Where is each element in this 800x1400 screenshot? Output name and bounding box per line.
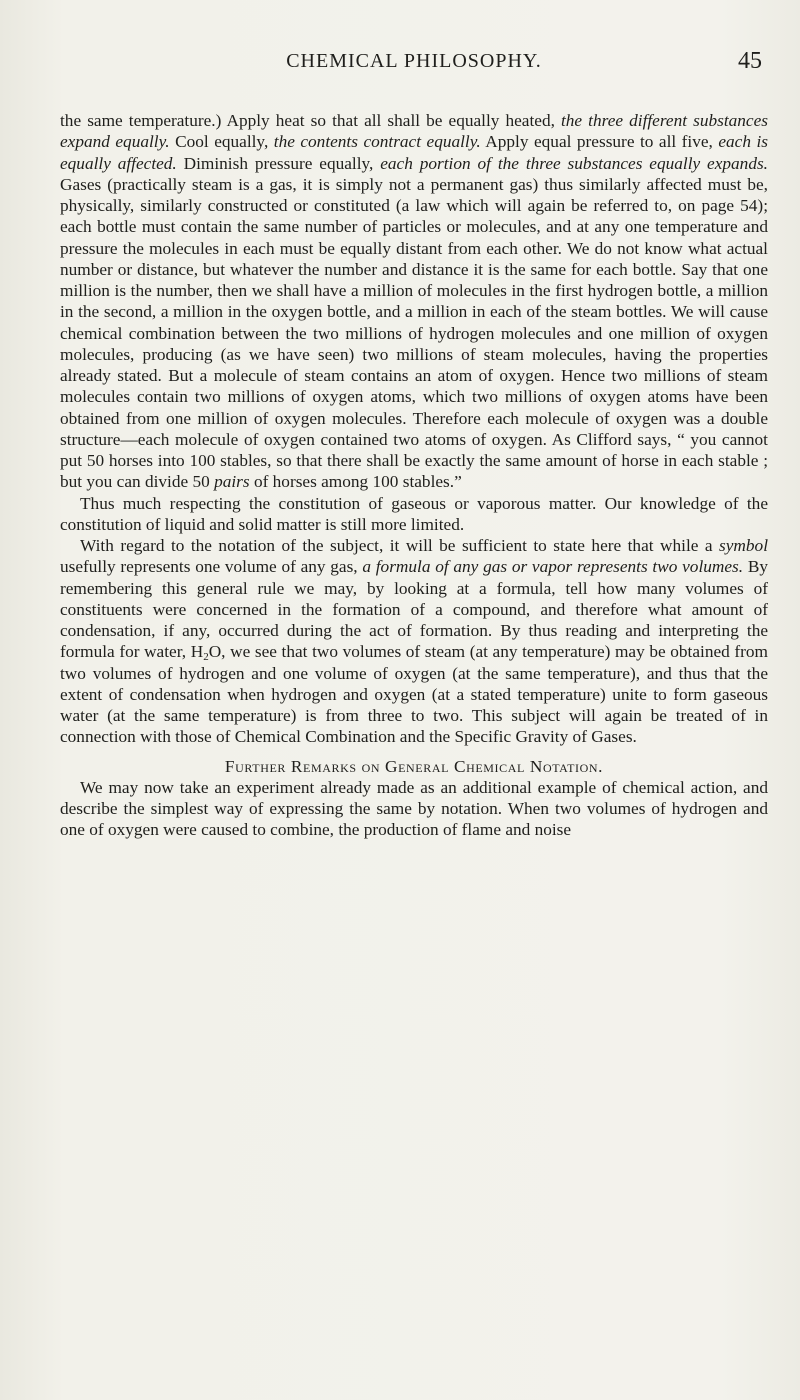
text-run: of horses among 100 stables.”	[249, 472, 462, 492]
text-run: Diminish pressure equally,	[176, 153, 381, 173]
formula-subscript: 2	[203, 651, 209, 664]
section-heading: Further Remarks on General Chemical Notation.	[224, 756, 604, 776]
paragraph: We may now take an experiment already made as an additional example of chemical action, and describe the simplest way of expressing the same by notation. When two volumes of hydrogen and one of oxygen were caused to combine, the production of flame and noise	[60, 777, 768, 840]
page-number: 45	[738, 48, 762, 74]
text-run: Cool equally,	[169, 132, 274, 152]
text-run: usefully represents one volume of any gas,	[60, 557, 363, 577]
water-formula	[190, 642, 226, 664]
text-run: Apply equal pressure to all five,	[480, 132, 719, 152]
paragraph	[60, 535, 768, 748]
text-run: By remembering this general rule we may, by looking at a formula, tell how many volumes of constituents were concerned in the formation of a compound, and therefore what amount of condensation, if any, occurred during the act of formation. By thus reading and interpreting the formula for water,	[60, 557, 768, 662]
running-title: CHEMICAL PHILOSOPHY.	[286, 50, 542, 72]
italic-text: a formula of any gas or vapor represents two volumes.	[362, 557, 744, 577]
text-run: we see that two volumes of steam (at any temperature) may be obtained from two volumes of hydrogen and one volume of oxygen (at the same temperature), and thus that the extent of condensation when hydrogen and oxygen (at a stated temperature) unite to form gaseous water (at the same temperature) is from three to two. This subject will again be treated of in connection with those of Chemical Combination and the Specific Gravity of Gases.	[60, 642, 768, 747]
italic-text: each portion of the three substances equally expands.	[380, 153, 769, 173]
text-run: the same temperature.) Apply heat so that all shall be equally heated,	[60, 111, 561, 130]
italic-text: each is equally affected.	[60, 132, 768, 173]
italic-text: the contents contract equally.	[273, 132, 481, 152]
italic-text: symbol	[719, 536, 768, 555]
formula-symbol: O,	[208, 642, 226, 662]
text-run: With regard to the notation of the subject, it will be sufficient to state here that while a	[80, 536, 720, 555]
running-head	[60, 50, 768, 80]
paragraph	[60, 110, 768, 493]
paragraph: Thus much respecting the constitution of gaseous or vaporous matter. Our knowledge of the constitution of liquid and solid matter is still more limited.	[60, 493, 768, 534]
italic-text: the three different substances expand equally.	[60, 111, 768, 152]
italic-text: pairs	[214, 472, 250, 492]
text-run: Gases (practically steam is a gas, it is simply not a permanent gas) thus similarly affected must be, physically, similarly constructed or constituted (a law which will again be referred to, on page 54); each bottle must contain the same number of particles or molecules, and at any one temperature and pressure the molecules in each must be equally distant from each other. We do not know what actual number or distance, but whatever the number and distance it is the same for each bottle. Say that one million is the number, then we shall have a million of molecules in the first hydrogen bottle, a million in the second, a million in the oxygen bottle, and a million in each of the steam bottles. We will cause chemical combination between the two millions of hydrogen molecules and one million of oxygen molecules, producing (as we have seen) two millions of steam molecules, having the properties already stated. But a molecule of steam contains an atom of oxygen. Hence two millions of steam molecules contain two millions of oxygen atoms, which two millions of oxygen atoms have been obtained from one million of oxygen molecules. Therefore each molecule of oxygen was a double structure—each molecule of oxygen contained two atoms of oxygen. As Clifford says, “ you cannot put 50 horses into 100 stables, so that there shall be exactly the same amount of horse in each stable ; but you can divide 50	[60, 174, 768, 492]
body-text	[60, 110, 768, 841]
formula-symbol: H	[190, 642, 204, 662]
